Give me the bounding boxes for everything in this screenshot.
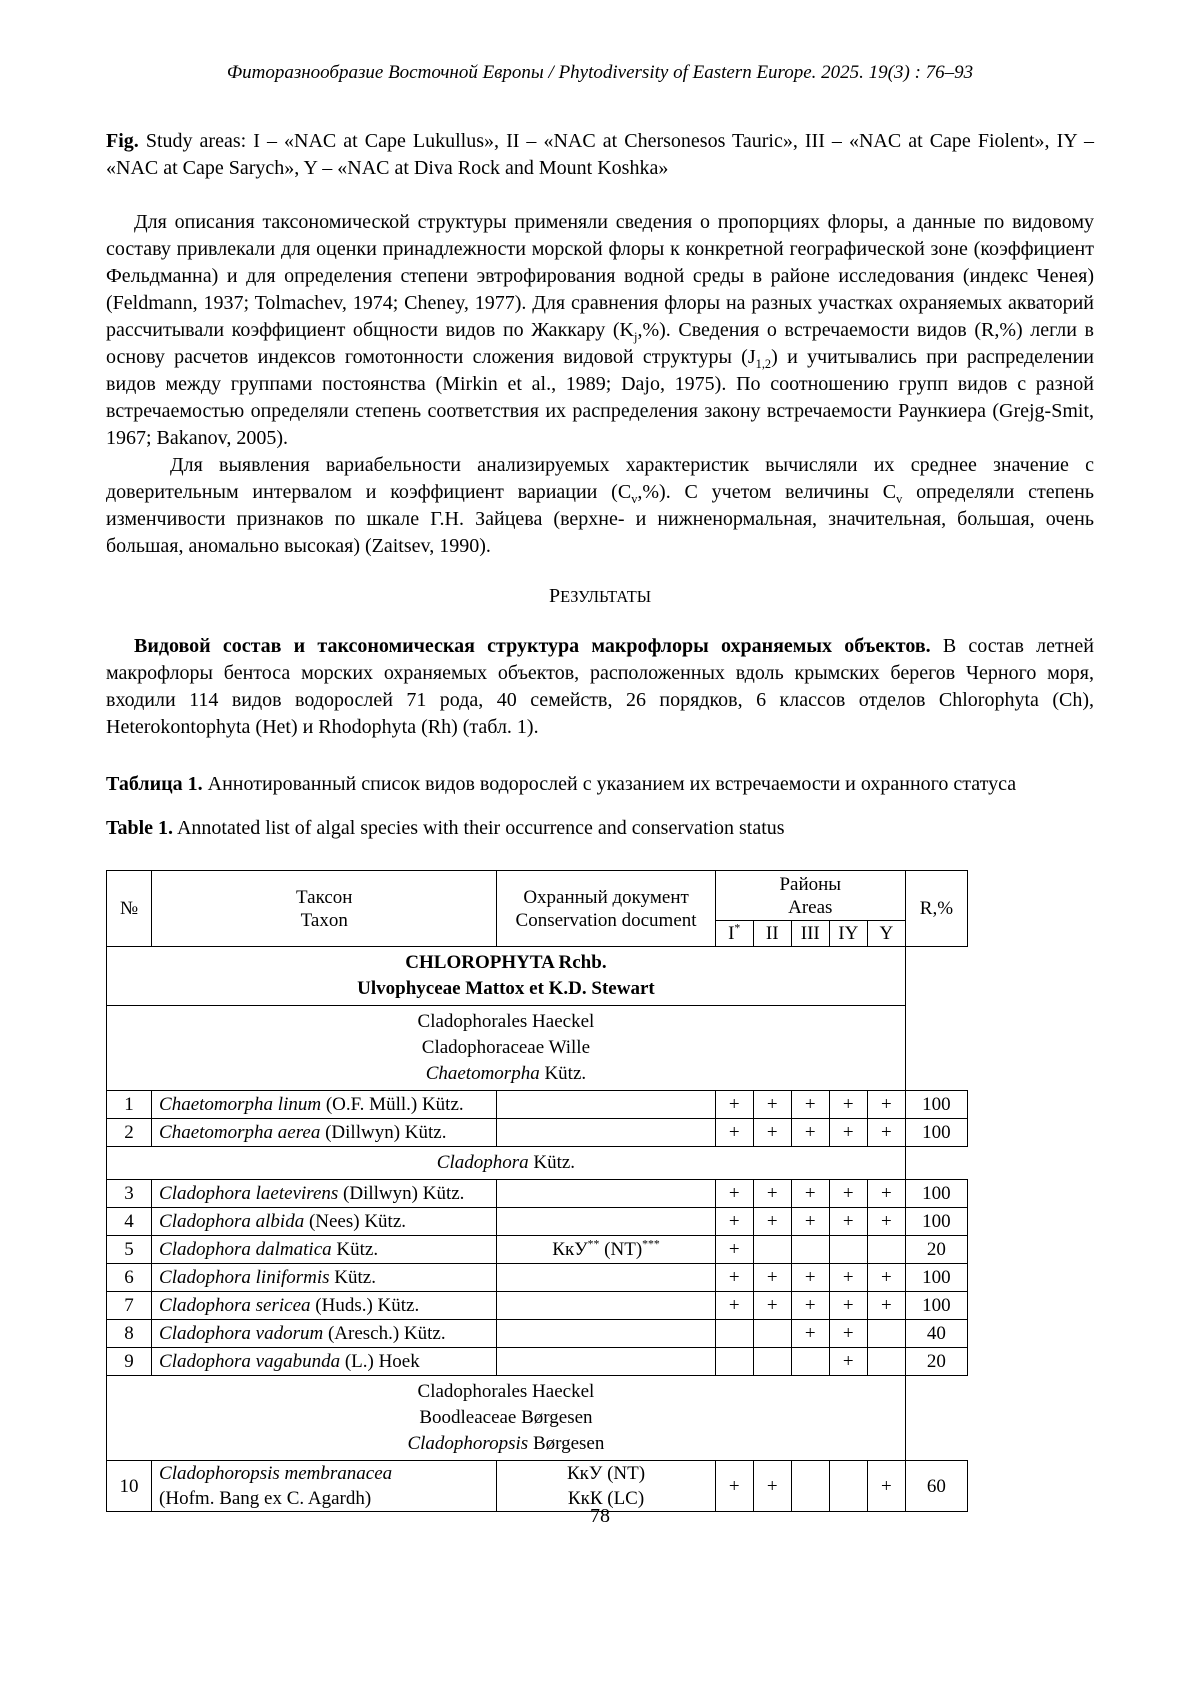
species-number-cell: 8 xyxy=(107,1320,152,1348)
text-segment: ** xyxy=(587,1237,600,1251)
col-header-area-5 xyxy=(867,921,905,947)
text-segment: определяли степень изменчивости признаков по шкале Г.Н. Зайцева (верхне- и нижненормальная, значительная, большая, очень большая, аномально высокая) (Zaitsev, 1990). xyxy=(106,481,1094,557)
species-name-cell xyxy=(152,1292,497,1320)
area-presence-cell: + xyxy=(791,1119,829,1147)
text-segment: v xyxy=(631,492,638,506)
species-row xyxy=(107,1461,968,1512)
species-name-cell xyxy=(152,1264,497,1292)
text-segment: Cladophoropsis xyxy=(407,1433,529,1454)
species-table xyxy=(106,870,968,1512)
header-line: Areas xyxy=(788,896,833,918)
col-header-area-3 xyxy=(791,921,829,947)
text-segment: ,%). С учетом величины C xyxy=(637,481,897,503)
text-segment: Kütz. xyxy=(331,1239,379,1260)
text-segment: Cladophora xyxy=(436,1152,529,1173)
text-segment: Cladophora liniformis xyxy=(159,1267,330,1288)
species-row xyxy=(107,1091,968,1119)
cell-line xyxy=(107,1150,905,1176)
species-number-cell: 7 xyxy=(107,1292,152,1320)
text-segment: КкУ xyxy=(552,1239,588,1260)
area-presence-cell xyxy=(829,1236,867,1264)
area-presence-cell: + xyxy=(715,1236,753,1264)
species-row xyxy=(107,1119,968,1147)
area-presence-cell: + xyxy=(867,1264,905,1292)
area-presence-cell: + xyxy=(829,1292,867,1320)
paragraph-methods-2 xyxy=(106,452,1094,560)
cell-line xyxy=(500,1461,711,1486)
occurrence-value-cell: 100 xyxy=(905,1119,967,1147)
text-segment: КкК (LC) xyxy=(567,1488,645,1509)
text-segment: Chaetomorpha xyxy=(425,1063,540,1084)
area-presence-cell: + xyxy=(715,1208,753,1236)
paragraph-methods-1 xyxy=(106,209,1094,452)
text-segment: КкУ (NT) xyxy=(567,1463,646,1484)
text-segment: Cladophorales Haeckel xyxy=(417,1381,595,1402)
taxa-group-cell xyxy=(107,947,906,1006)
species-number-cell: 1 xyxy=(107,1091,152,1119)
cell-line xyxy=(107,1061,905,1087)
text-segment: Study areas: I – «NAC at Cape Lukullus», II – «NAC at Chersonesos Tauric», III – «NAC at Cape Fiolent», IY – «NAC at Cape Sarych», Y – «NAC at Diva Rock and Mount Koshka» xyxy=(106,130,1094,179)
area-presence-cell: + xyxy=(867,1180,905,1208)
text-segment: Cladophora vadorum xyxy=(159,1323,324,1344)
col-header-taxon xyxy=(152,871,497,947)
text-segment: *** xyxy=(642,1237,660,1251)
occurrence-value-cell: 100 xyxy=(905,1208,967,1236)
text-segment: III xyxy=(800,923,820,944)
occurrence-value-cell: 20 xyxy=(905,1348,967,1376)
text-segment: (Dillwyn) Kütz. xyxy=(320,1122,447,1143)
text-segment: Таблица 1. xyxy=(106,773,203,795)
col-header-area-2 xyxy=(753,921,791,947)
species-row xyxy=(107,1348,968,1376)
header-line: Районы xyxy=(779,873,842,895)
conservation-doc-cell xyxy=(497,1320,715,1348)
text-segment: Cladophora albida xyxy=(159,1211,305,1232)
col-header-areas-group xyxy=(715,871,905,921)
cell-line xyxy=(159,1092,493,1117)
area-presence-cell: + xyxy=(829,1119,867,1147)
occurrence-value-cell: 60 xyxy=(905,1461,967,1512)
text-segment: 1,2 xyxy=(755,357,772,371)
area-presence-cell: + xyxy=(829,1348,867,1376)
area-presence-cell: + xyxy=(867,1091,905,1119)
species-name-cell xyxy=(152,1091,497,1119)
species-row xyxy=(107,1180,968,1208)
header-line: Таксон xyxy=(296,886,353,908)
cell-line xyxy=(159,1349,493,1374)
text-segment: (Dillwyn) Kütz. xyxy=(338,1183,465,1204)
text-segment: Kütz. xyxy=(329,1267,376,1288)
col-header-occurrence: R,% xyxy=(905,871,967,947)
species-name-cell xyxy=(152,1119,497,1147)
species-row xyxy=(107,1236,968,1264)
area-presence-cell xyxy=(715,1348,753,1376)
species-number-cell: 9 xyxy=(107,1348,152,1376)
area-presence-cell: + xyxy=(715,1292,753,1320)
taxa-group-cell xyxy=(107,1147,906,1180)
cell-line xyxy=(107,950,905,976)
text-segment: (Nees) Kütz. xyxy=(304,1211,407,1232)
area-presence-cell xyxy=(753,1348,791,1376)
text-segment: Cladophora laetevirens xyxy=(159,1183,339,1204)
species-number-cell: 3 xyxy=(107,1180,152,1208)
area-presence-cell: + xyxy=(753,1091,791,1119)
header-line: Conservation document xyxy=(515,909,697,931)
species-name-cell xyxy=(152,1180,497,1208)
taxa-group-row xyxy=(107,1147,968,1180)
conservation-doc-cell xyxy=(497,1348,715,1376)
area-presence-cell: + xyxy=(715,1180,753,1208)
text-segment: Ulvophyceae Mattox et K.D. Stewart xyxy=(357,978,655,999)
text-segment: Cladophorales Haeckel xyxy=(417,1011,595,1032)
cell-line xyxy=(107,1035,905,1061)
paragraph-results-1 xyxy=(106,633,1094,741)
text-segment: Kütz. xyxy=(528,1152,576,1173)
cell-line xyxy=(500,1237,711,1262)
text-segment: (Huds.) Kütz. xyxy=(310,1295,420,1316)
text-segment: ,%). Сведения о встречаемости видов (R,%) легли в основу расчетов индексов гомотонности сложения видовой структуры (J xyxy=(106,319,1094,368)
col-header-conservation-doc xyxy=(497,871,715,947)
taxa-group-row xyxy=(107,1376,968,1461)
text-segment: Р xyxy=(548,585,561,607)
species-number-cell: 10 xyxy=(107,1461,152,1512)
species-row xyxy=(107,1264,968,1292)
species-name-cell xyxy=(152,1348,497,1376)
area-presence-cell xyxy=(791,1236,829,1264)
text-segment: В состав летней макрофлоры бентоса морских охраняемых объектов, расположенных вдоль крымских берегов Черного моря, входили 114 видов водорослей 71 рода, 40 семейств, 26 порядков, 6 классов отделов Chlorophyta (Ch), Heterokontophyta (Het) и Rhodophyta (Rh) (табл. 1). xyxy=(106,635,1094,738)
page-number: 78 xyxy=(590,1505,610,1527)
occurrence-value-cell: 100 xyxy=(905,1292,967,1320)
species-name-cell xyxy=(152,1461,497,1512)
figure-caption xyxy=(106,128,1094,182)
area-presence-cell: + xyxy=(753,1208,791,1236)
conservation-doc-cell xyxy=(497,1264,715,1292)
occurrence-value-cell: 40 xyxy=(905,1320,967,1348)
area-presence-cell: + xyxy=(753,1180,791,1208)
conservation-doc-cell xyxy=(497,1461,715,1512)
area-presence-cell: + xyxy=(715,1119,753,1147)
cell-line xyxy=(159,1181,493,1206)
area-presence-cell: + xyxy=(753,1119,791,1147)
species-number-cell: 4 xyxy=(107,1208,152,1236)
area-presence-cell: + xyxy=(753,1461,791,1512)
species-number-cell: 5 xyxy=(107,1236,152,1264)
journal-running-header: Фиторазнообразие Восточной Европы / Phytodiversity of Eastern Europe. 2025. 19(3) : 76–93 xyxy=(226,62,974,83)
area-presence-cell: + xyxy=(791,1292,829,1320)
cell-line xyxy=(107,1431,905,1457)
text-segment: Annotated list of algal species with their occurrence and conservation status xyxy=(173,817,785,839)
taxa-group-cell xyxy=(107,1006,906,1091)
cell-line xyxy=(107,1009,905,1035)
text-segment: v xyxy=(896,492,903,506)
text-segment: II xyxy=(765,923,779,944)
conservation-doc-cell xyxy=(497,1119,715,1147)
cell-line xyxy=(159,1461,493,1486)
header-line: Taxon xyxy=(300,909,348,931)
occurrence-value-cell: 100 xyxy=(905,1264,967,1292)
col-header-area-4 xyxy=(829,921,867,947)
table-header-row-top xyxy=(107,871,968,921)
occurrence-value-cell: 100 xyxy=(905,1091,967,1119)
area-presence-cell: + xyxy=(829,1091,867,1119)
area-presence-cell: + xyxy=(867,1208,905,1236)
cell-line xyxy=(159,1321,493,1346)
species-row xyxy=(107,1292,968,1320)
area-presence-cell: + xyxy=(715,1091,753,1119)
text-segment: ЕЗУЛЬТАТЫ xyxy=(560,587,652,606)
area-presence-cell: + xyxy=(791,1208,829,1236)
area-presence-cell xyxy=(867,1348,905,1376)
conservation-doc-cell xyxy=(497,1208,715,1236)
text-segment: Y xyxy=(879,923,894,944)
species-name-cell xyxy=(152,1236,497,1264)
text-segment: (L.) Hoek xyxy=(340,1351,420,1372)
species-row xyxy=(107,1320,968,1348)
species-table-body xyxy=(107,947,968,1512)
text-segment: (NT) xyxy=(599,1239,643,1260)
text-segment: Cladophora sericea xyxy=(159,1295,311,1316)
text-segment: Børgesen xyxy=(528,1433,605,1454)
header-line: Охранный документ xyxy=(523,886,689,908)
text-segment: Cladophora dalmatica xyxy=(159,1239,332,1260)
cell-line xyxy=(159,1293,493,1318)
cell-line xyxy=(159,1120,493,1145)
area-presence-cell xyxy=(715,1320,753,1348)
cell-line xyxy=(107,976,905,1002)
species-row xyxy=(107,1208,968,1236)
area-presence-cell xyxy=(867,1236,905,1264)
area-presence-cell: + xyxy=(791,1264,829,1292)
area-presence-cell: + xyxy=(715,1264,753,1292)
text-segment: * xyxy=(734,921,741,935)
text-segment: Cladophora vagabunda xyxy=(159,1351,341,1372)
section-heading-results xyxy=(106,585,1094,608)
text-segment: I xyxy=(728,923,735,944)
text-segment: Cladophoropsis membranacea xyxy=(159,1463,393,1484)
cell-line xyxy=(159,1265,493,1290)
text-segment: Fig. xyxy=(106,130,139,152)
text-segment: Для описания таксономической структуры применяли сведения о пропорциях флоры, а данные по видовому составу привлекали для оценки принадлежности морской флоры к конкретной географической зоне (коэффициент Фельдманна) и для определения степени эвтрофирования водной среды в районе исследования (индекс Ченея) (Feldmann, 1937; Tolmachev, 1974; Cheney, 1977). Для сравнения флоры на разных участках охраняемых акваторий рассчитывали коэффициент общности видов по Жаккару (K xyxy=(106,211,1094,341)
area-presence-cell xyxy=(867,1320,905,1348)
area-presence-cell: + xyxy=(829,1208,867,1236)
taxa-group-cell xyxy=(107,1376,906,1461)
col-header-number: № xyxy=(107,871,152,947)
area-presence-cell: + xyxy=(829,1180,867,1208)
area-presence-cell: + xyxy=(791,1180,829,1208)
area-presence-cell xyxy=(753,1236,791,1264)
table-caption-en xyxy=(106,815,1094,842)
area-presence-cell: + xyxy=(753,1292,791,1320)
species-name-cell xyxy=(152,1320,497,1348)
text-segment: CHLOROPHYTA Rchb. xyxy=(405,952,607,973)
area-presence-cell xyxy=(791,1348,829,1376)
text-segment: Chaetomorpha linum xyxy=(159,1094,322,1115)
area-presence-cell: + xyxy=(715,1461,753,1512)
conservation-doc-cell xyxy=(497,1236,715,1264)
text-segment: Boodleaceae Børgesen xyxy=(419,1407,593,1428)
area-presence-cell xyxy=(829,1461,867,1512)
area-presence-cell xyxy=(791,1461,829,1512)
area-presence-cell: + xyxy=(791,1091,829,1119)
text-segment: Chaetomorpha aerea xyxy=(159,1122,321,1143)
text-segment: Table 1. xyxy=(106,817,174,839)
conservation-doc-cell xyxy=(497,1180,715,1208)
table-caption-ru xyxy=(106,771,1094,798)
text-segment: Видовой состав и таксономическая структура макрофлоры охраняемых объектов. xyxy=(134,635,931,657)
conservation-doc-cell xyxy=(497,1292,715,1320)
text-segment: (O.F. Müll.) Kütz. xyxy=(321,1094,464,1115)
text-segment: Cladophoraceae Wille xyxy=(421,1037,591,1058)
species-number-cell: 6 xyxy=(107,1264,152,1292)
occurrence-value-cell: 20 xyxy=(905,1236,967,1264)
text-segment: j xyxy=(634,330,638,344)
text-segment: ) и учитывались при распределении видов между группами постоянства (Mirkin et al., 1989; Dajo, 1975). По соотношению групп видов с разной встречаемостью определяли степень соответствия их распределения закону встречаемости Раункиера (Grejg-Smit, 1967; Bakanov, 2005). xyxy=(106,346,1094,449)
occurrence-value-cell: 100 xyxy=(905,1180,967,1208)
text-segment: (Hofm. Bang ex C. Agardh) xyxy=(159,1488,372,1509)
conservation-doc-cell xyxy=(497,1091,715,1119)
area-presence-cell: + xyxy=(829,1320,867,1348)
species-number-cell: 2 xyxy=(107,1119,152,1147)
cell-line xyxy=(107,1379,905,1405)
text-segment: (Aresch.) Kütz. xyxy=(323,1323,446,1344)
col-header-area-1 xyxy=(715,921,753,947)
area-presence-cell xyxy=(753,1320,791,1348)
area-presence-cell: + xyxy=(867,1292,905,1320)
area-presence-cell: + xyxy=(867,1119,905,1147)
cell-line xyxy=(159,1237,493,1262)
cell-line xyxy=(107,1405,905,1431)
area-presence-cell: + xyxy=(791,1320,829,1348)
taxa-group-row xyxy=(107,947,968,1006)
taxa-group-row xyxy=(107,1006,968,1091)
area-presence-cell: + xyxy=(753,1264,791,1292)
text-segment: IY xyxy=(838,923,859,944)
text-segment: Для выявления вариабельности анализируемых характеристик вычисляли их среднее значение с доверительным интервалом и коэффициент вариации (C xyxy=(106,454,1094,503)
text-segment: Kütz. xyxy=(539,1063,587,1084)
species-name-cell xyxy=(152,1208,497,1236)
text-segment: Аннотированный список видов водорослей с указанием их встречаемости и охранного статуса xyxy=(202,773,1017,795)
area-presence-cell: + xyxy=(867,1461,905,1512)
area-presence-cell: + xyxy=(829,1264,867,1292)
cell-line xyxy=(159,1209,493,1234)
